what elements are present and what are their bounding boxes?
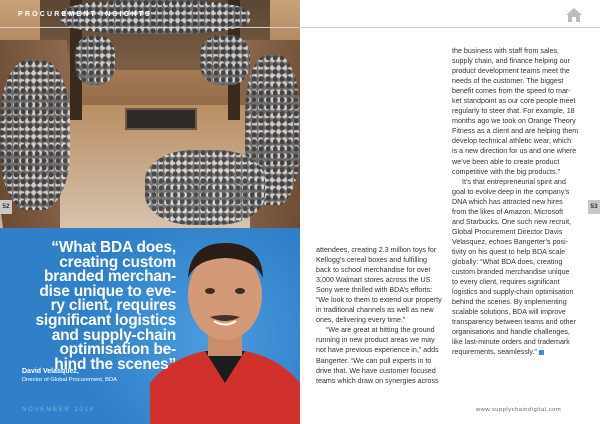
body-column-right: the business with staff from sales, supply chain, and finance helping our product development teams meet the needs of the customer. The biggest benefit comes from the speed to mar- ket standpoint as our core people meet regularly to steer that. For example, 18 months ago we took on Orange Theory Fitness as a client and are helping them develop technical athletic wear, which is a new direction for us and one where we’ve been able to create product competitive with the big products.” It’s that entrepreneurial spirit and goal to evolve deep in the company’s DNA which has attracted new hires from the likes of Amazon, Microsoft and Starbucks. One such new recruit, Global Procurement Director Davis Velasquez, echoes Bangerter’s posi- tivity on his quest to help BDA scale globally: “What BDA does, creating custom branded merchandise unique to every client, requires significant logistics and supply-chain optimisation behind the scenes. By implementing scalable solutions, BDA will improve transparency between teams and other organisations and handle challenges, like last-minute orders and trademark requirements, seamlessly.”: [452, 47, 579, 357]
header-divider: [0, 27, 600, 28]
website-url[interactable]: www.supplychaindigital.com: [476, 407, 562, 413]
home-icon[interactable]: [566, 8, 582, 22]
quote-attribution-role: Director of Global Procurement, BDA: [22, 377, 118, 383]
page-number-left: 52: [0, 200, 12, 214]
page-number-right: 53: [588, 200, 600, 214]
body-column-middle: attendees, creating 2.3 million toys for Kellogg’s cereal boxes and fulfilling back to school merchandise for over 3,000 Walmart stores across the US. Sony were thrilled with BDA’s efforts: “We look to them to extend our property in traditional channels as well as new ones, delivering every time.” “We are great at hitting the ground running in new product areas we may not have previous experience in,” adds Bangerter. “We can pull experts in to drive that. We have customer focused teams which draw on synergies across: [316, 246, 442, 385]
section-header: PROCUREMENT INSIGHTS: [18, 11, 152, 18]
group-photo: [0, 0, 300, 228]
end-of-article-mark: [539, 350, 544, 355]
issue-date: NOVEMBER 2018: [22, 407, 95, 413]
pull-quote: “What BDA does, creating custom branded merchan- dise unique to eve- ry client, requires significant logistics and supply-chain optimisation be- hind the scenes”: [35, 239, 176, 373]
quote-attribution-name: David Velasquez,: [22, 368, 79, 375]
